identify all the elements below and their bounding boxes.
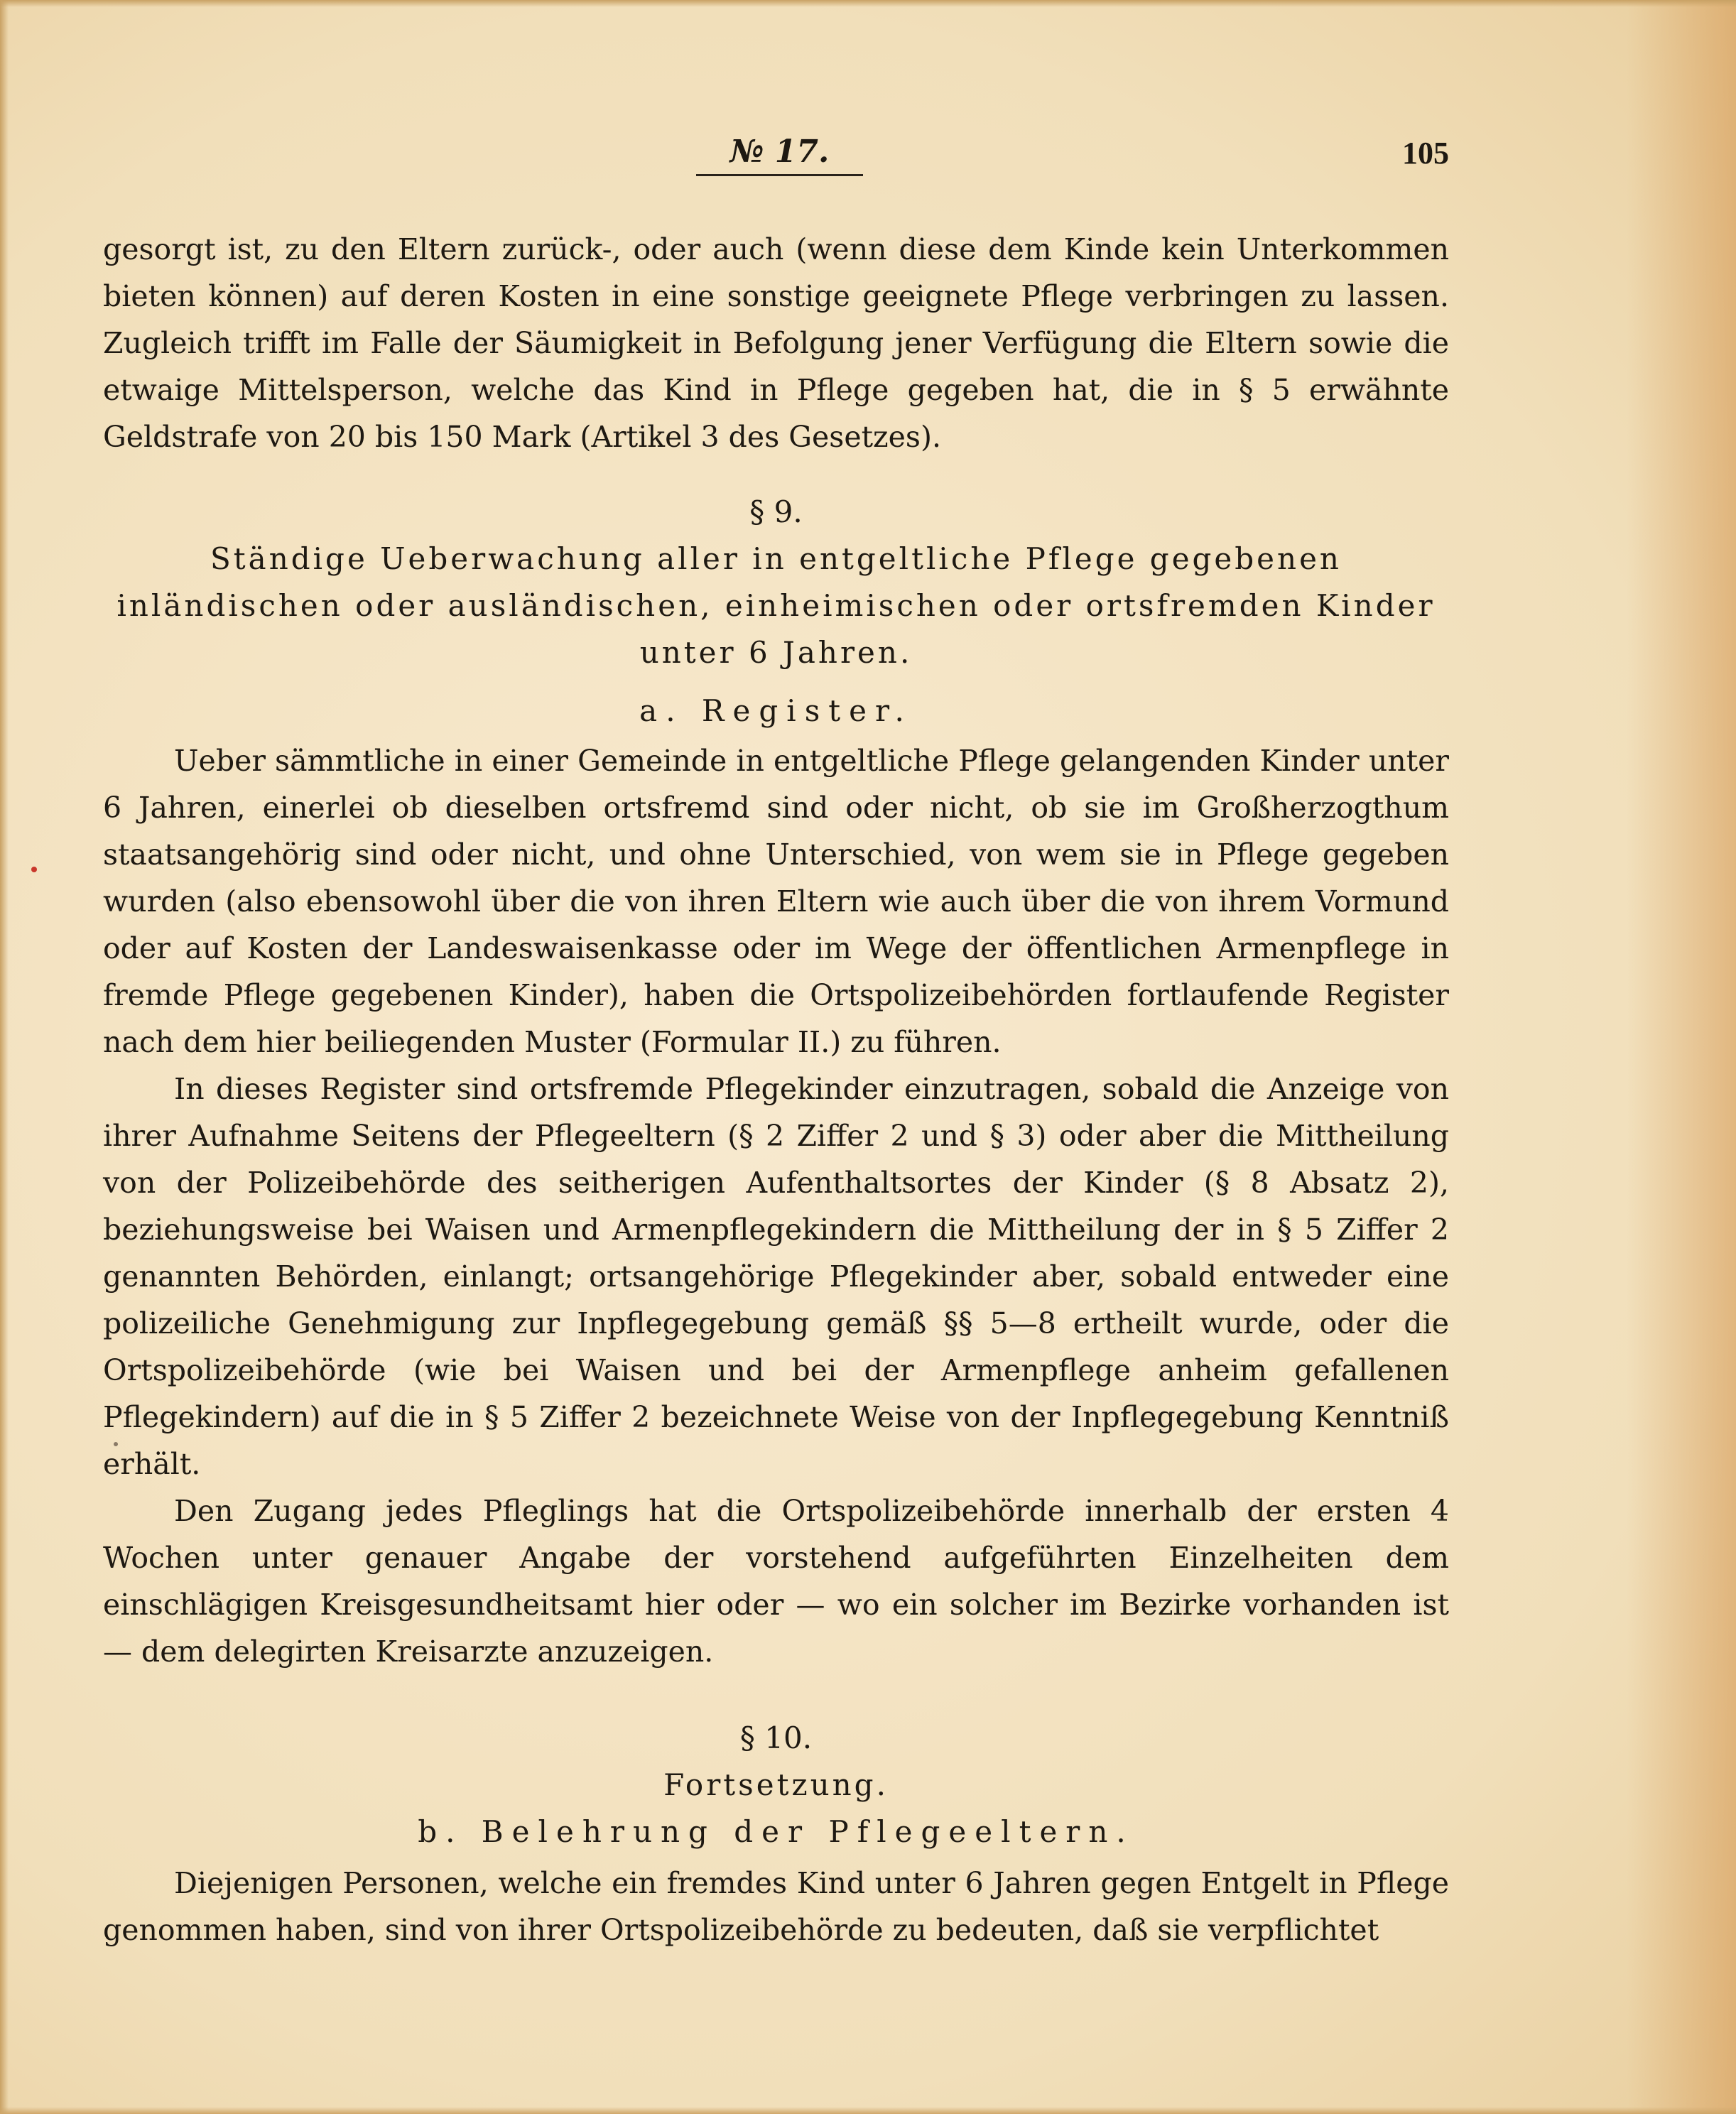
page-edge-top	[0, 0, 1736, 7]
section-subheading-register: a. Register.	[639, 693, 913, 728]
paragraph-register-3: Den Zugang jedes Pfleglings hat die Ortspolizeibehörde innerhalb der ersten 4 Wochen unter genauer Angabe der vorstehend aufgeführten Einzelheiten dem einschlägigen Kreisgesundheitsamt hier oder — wo ein solcher im Bezirke vorhanden ist — dem delegirten Kreisarzte anzuzeigen.	[103, 1494, 1449, 1669]
page-header	[103, 134, 1449, 183]
paragraph-intro: gesorgt ist, zu den Eltern zurück-, oder auch (wenn diese dem Kinde kein Unterkommen bieten können) auf deren Kosten in eine sonstige geeignete Pflege verbringen zu lassen. Zugleich trifft im Falle der Säumigkeit in Befolgung jener Verfügung die Eltern sowie die etwaige Mittelsperson, welche das Kind in Pflege gegeben hat, die in § 5 erwähnte Geldstrafe von 20 bis 150 Mark (Artikel 3 des Gesetzes).	[103, 232, 1449, 454]
paragraph-register-1: Ueber sämmtliche in einer Gemeinde in entgeltliche Pflege gelangenden Kinder unter 6 Jahren, einerlei ob dieselben ortsfremd sind oder nicht, ob sie im Großherzogthum staatsangehörig sind oder nicht, und ohne Unterschied, von wem sie in Pflege gegeben wurden (also ebensowohl über die von ihren Eltern wie auch über die von ihrem Vormund oder auf Kosten der Landeswaisenkasse oder im Wege der öffentlichen Armenpflege in fremde Pflege gegebenen Kinder), haben die Ortspolizeibehörden fortlaufende Register nach dem hier beiliegenden Muster (Formular II.) zu führen.	[103, 744, 1449, 1059]
page-edge-left	[0, 0, 9, 2114]
section-number-10: § 10.	[739, 1720, 813, 1755]
page-number: 105	[1402, 136, 1449, 170]
section-subheading-belehrung: b. Belehrung der Pflegeeltern.	[418, 1814, 1134, 1849]
page-body	[103, 226, 1449, 1953]
section-number-9: § 9.	[749, 494, 803, 529]
ink-speck	[31, 867, 37, 872]
section-title-9: Ständige Ueberwachung aller in entgeltliche Pflege gegebenen inländischen oder ausländischen, einheimischen oder ortsfremden Kinder unter 6 Jahren.	[116, 541, 1436, 670]
section-title-10: Fortsetzung.	[663, 1767, 889, 1802]
paragraph-register-2: In dieses Register sind ortsfremde Pflegekinder einzutragen, sobald die Anzeige von ihrer Aufnahme Seitens der Pflegeeltern (§ 2 Ziffer 2 und § 3) oder aber die Mittheilung von der Polizeibehörde des seitherigen Aufenthaltsortes der Kinder (§ 8 Absatz 2), beziehungsweise bei Waisen und Armenpflegekindern die Mittheilung der in § 5 Ziffer 2 genannten Behörden, einlangt; ortsangehörige Pflegekinder aber, sobald entweder eine polizeiliche Genehmigung zur Inpflegegebung gemäß §§ 5—8 ertheilt wurde, oder die Ortspolizeibehörde (wie bei Waisen und bei der Armenpflege anheim gefallenen Pflegekindern) auf die in § 5 Ziffer 2 bezeichnete Weise von der Inpflegegebung Kenntniß erhält.	[103, 1072, 1449, 1481]
paragraph-instruction-1: Diejenigen Personen, welche ein fremdes Kind unter 6 Jahren gegen Entgelt in Pflege genommen haben, sind von ihrer Ortspolizeibehörde zu bedeuten, daß sie verpflichtet	[103, 1866, 1449, 1947]
page-edge-bottom	[0, 2107, 1736, 2114]
issue-number: № 17.	[696, 134, 863, 176]
